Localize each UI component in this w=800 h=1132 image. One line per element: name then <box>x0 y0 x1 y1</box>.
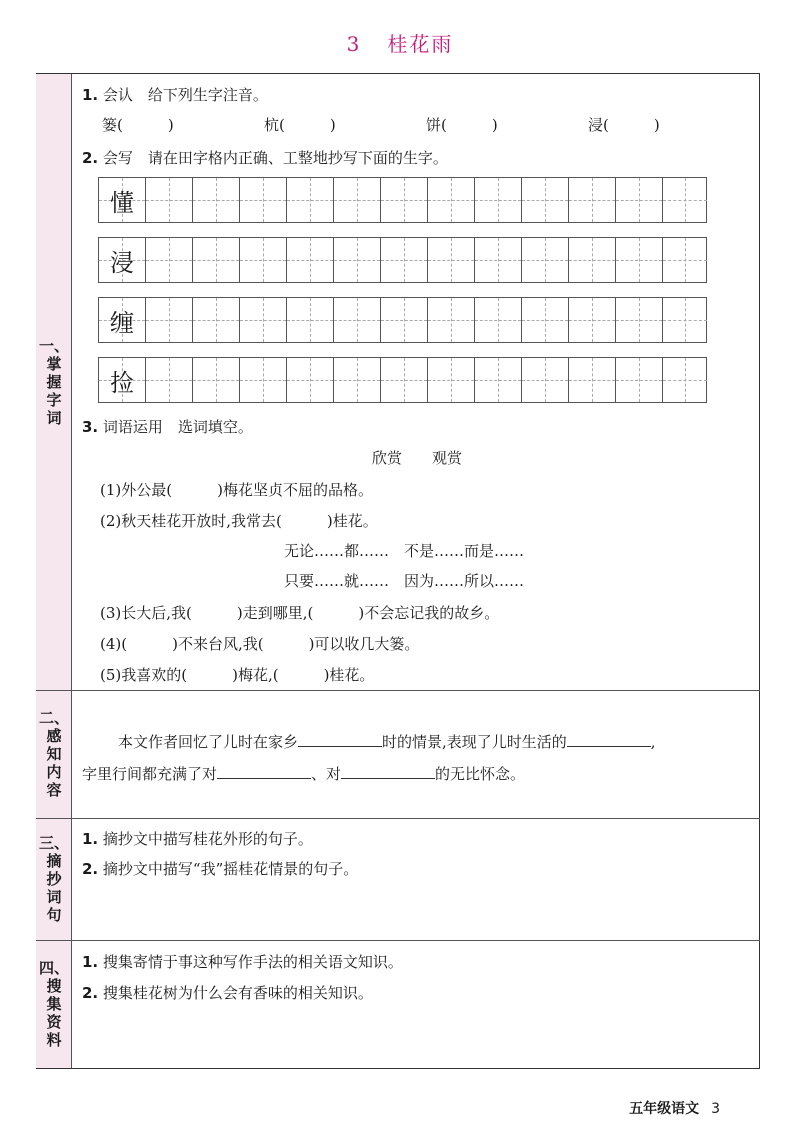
pinyin-item[interactable]: 浸( ) <box>588 116 660 134</box>
sample-char: 捡 <box>110 368 134 397</box>
word-choices: 无论……都…… 不是……而是…… <box>284 542 525 560</box>
page-number: 3 <box>711 1101 720 1117</box>
blank-field[interactable] <box>298 732 382 747</box>
pinyin-item[interactable]: 杭( ) <box>264 116 336 134</box>
section-divider <box>36 940 760 941</box>
section-1-side <box>36 74 72 690</box>
sample-char: 懂 <box>110 188 134 217</box>
section-4-side <box>36 940 72 1068</box>
pinyin-item[interactable]: 饼( ) <box>426 116 498 134</box>
fill-item[interactable]: (2)秋天桂花开放时,我常去( )桂花。 <box>100 512 378 530</box>
blank-field[interactable] <box>217 764 311 779</box>
page-title <box>0 28 800 57</box>
q1-heading: 1. 会认 给下列生字注音。 <box>82 86 268 104</box>
section-4-label: 四、 搜 集 资 料 <box>38 959 69 1049</box>
s3-item: 2. 摘抄文中描写“我”摇桂花情景的句子。 <box>82 860 359 878</box>
fill-item[interactable]: (1)外公最( )梅花坚贞不屈的品格。 <box>100 481 373 499</box>
s4-item: 2. 搜集桂花树为什么会有香味的相关知识。 <box>82 984 373 1002</box>
tianzige-row <box>98 357 707 403</box>
tianzige-row <box>98 297 707 343</box>
summary-line-2: 字里行间都充满了对 、对 的无比怀念。 <box>82 765 526 783</box>
summary-line-1: 本文作者回忆了儿时在家乡 时的情景,表现了儿时生活的 , <box>118 733 656 751</box>
lesson-title: 桂花雨 <box>387 32 454 56</box>
s4-item: 1. 搜集寄情于事这种写作手法的相关语文知识。 <box>82 953 403 971</box>
section-2-label: 二、 感 知 内 容 <box>38 709 69 799</box>
fill-item[interactable]: (3)长大后,我( )走到哪里,( )不会忘记我的故乡。 <box>100 604 500 622</box>
sample-char: 缠 <box>110 308 134 337</box>
section-divider <box>36 818 760 819</box>
tianzige-row <box>98 237 707 283</box>
fill-item[interactable]: (4)( )不来台风,我( )可以收几大篓。 <box>100 635 420 653</box>
section-3-label: 三、 摘 抄 词 句 <box>38 834 69 924</box>
q2-heading: 2. 会写 请在田字格内正确、工整地抄写下面的生字。 <box>82 149 448 167</box>
word-choices: 欣赏 观赏 <box>372 449 463 467</box>
sample-char: 浸 <box>110 248 134 277</box>
pinyin-item[interactable]: 篓( ) <box>102 116 174 134</box>
q3-heading: 3. 词语运用 选词填空。 <box>82 418 253 436</box>
section-2-side <box>36 690 72 818</box>
fill-item[interactable]: (5)我喜欢的( )梅花,( )桂花。 <box>100 666 375 684</box>
blank-field[interactable] <box>341 764 435 779</box>
blank-field[interactable] <box>567 732 651 747</box>
section-3-side <box>36 818 72 940</box>
section-divider <box>36 690 760 691</box>
tianzige-row <box>98 177 707 223</box>
lesson-number: 3 <box>346 32 362 56</box>
word-choices: 只要……就…… 因为……所以…… <box>284 572 525 590</box>
s3-item: 1. 摘抄文中描写桂花外形的句子。 <box>82 830 313 848</box>
section-1-label: 一、 掌 握 字 词 <box>38 337 69 427</box>
page-footer <box>629 1098 720 1118</box>
footer-text: 五年级语文 <box>629 1101 700 1117</box>
